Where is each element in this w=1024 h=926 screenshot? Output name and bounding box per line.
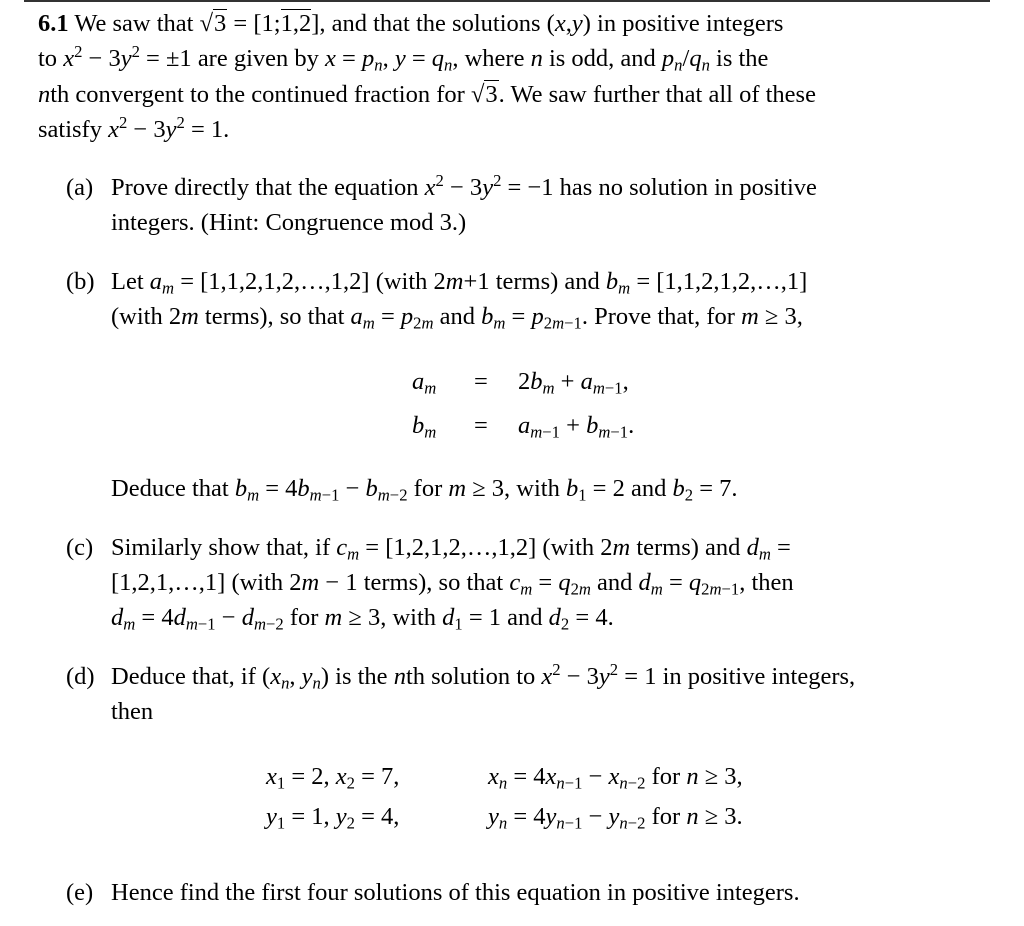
part-c-line-1: Similarly show that, if $c_m$ = [1,2,1,2,…,1,2] (with 2m terms) and $d_m$ = xyxy=(111,534,791,564)
part-a-line-2: integers. (Hint: Congruence mod 3.) xyxy=(111,209,467,236)
part-e-label: (e) xyxy=(66,879,94,906)
part-c-line-2: [1,2,1,…,1] (with 2m − 1 terms), so that $c_m = q_{2m}$ and $d_m = q_{2m-1}$, then xyxy=(111,569,794,599)
part-d-line-1: Deduce that, if ($x_n$, $y_n$) is the nth solution to $x^2 - 3y^2 = 1$ in positive integers, xyxy=(111,659,856,693)
part-b-deduce: Deduce that $b_m = 4b_{m-1} - b_{m-2}$ for m ≥ 3, with $b_1 = 2$ and $b_2 = 7$. xyxy=(111,475,738,505)
part-e-text: Hence find the first four solutions of this equation in positive integers. xyxy=(111,879,800,906)
eq-bm-lhs: $b_m$ xyxy=(412,412,437,442)
part-d-label: (d) xyxy=(66,663,95,690)
intro-line-3: nth convergent to the continued fraction for √3. We saw further that all of these xyxy=(38,81,816,108)
problem-number: 6.1 xyxy=(38,10,69,37)
eq-am-lhs: $a_m$ xyxy=(412,368,437,398)
intro-line-2: to $x^2 - 3y^2 = \pm 1$ are given by $x = p_n$, $y = q_n$, where n is odd, and $p_n/q_n$ is the xyxy=(38,41,769,75)
intro-line-4: satisfy $x^2 - 3y^2 = 1$. xyxy=(38,112,230,143)
eq-am-equals: = xyxy=(474,368,488,395)
part-b-label: (b) xyxy=(66,268,95,295)
part-c-line-3: $d_m = 4d_{m-1} - d_{m-2}$ for m ≥ 3, with $d_1 = 1$ and $d_2 = 4$. xyxy=(111,604,614,634)
part-c-label: (c) xyxy=(66,534,94,561)
recurrence-x: $x_n = 4x_{n-1} - x_{n-2}$ for n ≥ 3, xyxy=(488,763,743,793)
recurrence-y: $y_n = 4y_{n-1} - y_{n-2}$ for n ≥ 3. xyxy=(488,803,743,833)
part-d-line-2: then xyxy=(111,698,154,725)
part-b-line-1: Let $a_m$ = [1,1,2,1,2,…,1,2] (with 2m+1 terms) and $b_m$ = [1,1,2,1,2,…,1] xyxy=(111,268,808,298)
eq-bm-equals: = xyxy=(474,412,488,439)
part-a-line-1: Prove directly that the equation $x^2 - 3y^2 = -1$ has no solution in positive xyxy=(111,170,817,201)
recurrence-y-initial: $y_1 = 1$, $y_2 = 4$, xyxy=(266,803,400,833)
eq-am-rhs: $2b_m + a_{m-1}$, xyxy=(518,368,629,398)
recurrence-x-initial: $x_1 = 2$, $x_2 = 7$, xyxy=(266,763,400,793)
eq-bm-rhs: $a_{m-1} + b_{m-1}$. xyxy=(518,412,635,442)
part-b-line-2: (with 2m terms), so that $a_m = p_{2m}$ and $b_m = p_{2m-1}$. Prove that, for m ≥ 3, xyxy=(111,303,803,333)
intro-line-1: 6.1 We saw that √3 = [1;1,2], and that the solutions (x,y) in positive integers xyxy=(38,10,784,37)
part-a-label: (a) xyxy=(66,174,94,201)
